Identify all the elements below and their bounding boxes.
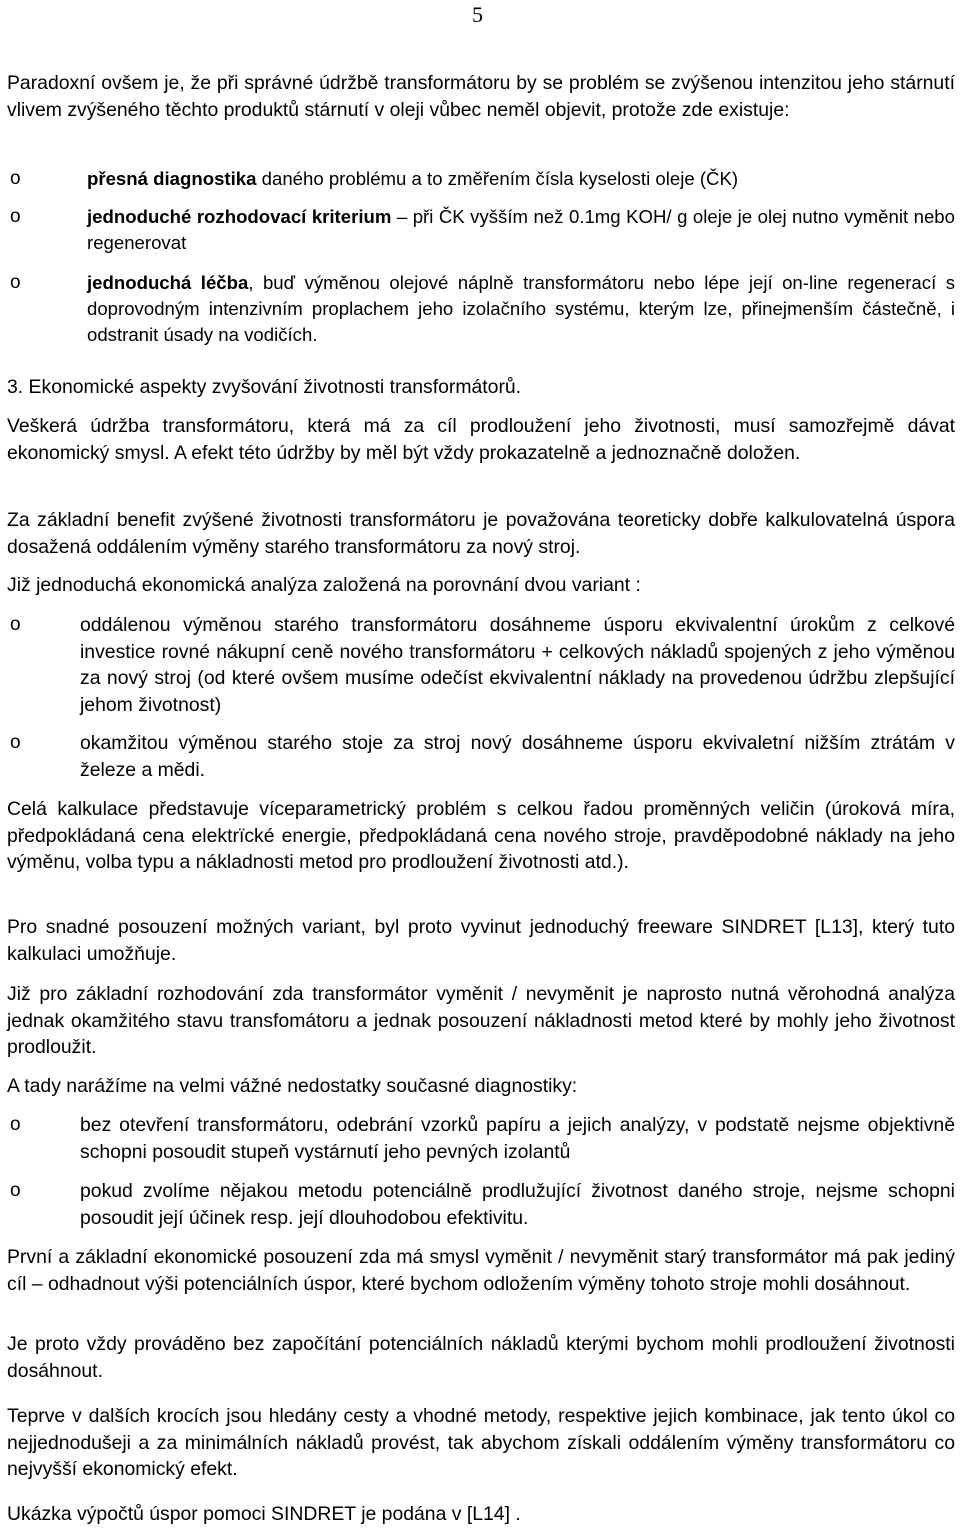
paragraph: Celá kalkulace představuje víceparametrický problém s celkou řadou proměnných veličin (úroková míra, předpokládaná cena elektrïcké energie, předpokládaná cena nového stroje, pravděpodobné náklady na jeho výměnu, volba typu a nákladnosti metod pro prodloužení životnosti atd.).: [7, 798, 955, 873]
intro-paragraph: Paradoxní ovšem je, že při správné údržbě transformátoru by se problém se zvýšenou intenzitou jeho stárnutí vlivem zvýšeného těchto produktů stárnutí v oleji vůbec neměl objevit, protože zde existuje:: [7, 72, 955, 121]
list-bullet: o: [10, 1180, 21, 1201]
paragraph: Je proto vždy prováděno bez započítání potenciálních nákladů kterými bychom mohli prodloužení životnosti dosáhnout.: [7, 1333, 955, 1382]
list-item-text: , buď výměnou olejové náplně transformátoru nebo lépe její on-line regenerací s doprovodným intenzivním proplachem jeho izolačního systému, kterým lze, přinejmenším částečně, i odstranit úsady na vodičích.: [87, 272, 955, 345]
list-item-bold: jednoduchá léčba: [87, 272, 249, 293]
list-bullet: o: [10, 732, 21, 753]
list-bullet: o: [10, 206, 21, 227]
list-item: okamžitou výměnou starého stoje za stroj nový dosáhneme úsporu ekvivaletní nižším ztrátám v železe a mědi.: [80, 732, 955, 781]
paragraph: Již jednoduchá ekonomická analýza založená na porovnání dvou variant :: [7, 574, 641, 596]
page-number: 5: [472, 2, 483, 27]
list-item-bold: přesná diagnostika: [87, 168, 257, 189]
paragraph: A tady narážíme na velmi vážné nedostatky současné diagnostiky:: [7, 1075, 578, 1097]
list-item-text: – při ČK vyšším než 0.1mg KOH/ g oleje je olej nutno vyměnit nebo regenerovat: [87, 206, 955, 253]
list-item: bez otevření transformátoru, odebrání vzorků papíru a jejich analýzy, v podstatě nejsme objektivně schopni posoudit stupeň vystárnutí jeho pevných izolantů: [80, 1114, 955, 1163]
list-item: [87, 166, 955, 192]
paragraph: Veškerá údržba transformátoru, která má za cíl prodloužení jeho životnosti, musí samozřejmě dávat ekonomický smysl. A efekt této údržby by měl být vždy prokazatelně a jednoznačně doložen.: [7, 415, 955, 464]
list-item-bold: jednoduché rozhodovací kriterium: [87, 206, 392, 227]
paragraph: Teprve v dalších krocích jsou hledány cesty a vhodné metody, respektive jejich kombinace, jak tento úkol co nejjednodušeji a za minimálních nákladů provést, tak abychom získali oddálením výměny transformátoru co nejvyšší ekonomický efekt.: [7, 1405, 955, 1480]
paragraph: Již pro základní rozhodování zda transformátor vyměnit / nevyměnit je naprosto nutná věrohodná analýza jednak okamžitého stavu transfomátoru a jednak posouzení nákladnosti metod které by mohly jeho životnost prodloužit.: [7, 983, 955, 1058]
list-bullet: o: [10, 1114, 21, 1135]
list-item: pokud zvolíme nějakou metodu potenciálně prodlužující životnost daného stroje, nejsme schopni posoudit její účinek resp. její dlouhodobou efektivitu.: [80, 1180, 955, 1229]
paragraph: První a základní ekonomické posouzení zda má smysl vyměnit / nevyměnit starý transformátor má pak jediný cíl – odhadnout výši potenciálních úspor, které bychom odložením výměny tohoto stroje mohli dosáhnout.: [7, 1246, 955, 1295]
list-bullet: o: [10, 614, 21, 635]
paragraph: Za základní benefit zvýšené životnosti transformátoru je považována teoreticky dobře kalkulovatelná úspora dosažená oddálením výměny starého transformátoru za nový stroj.: [7, 509, 955, 558]
paragraph: Pro snadné posouzení možných variant, byl proto vyvinut jednoduchý freeware SINDRET [L13], který tuto kalkulaci umožňuje.: [7, 916, 955, 965]
list-bullet: o: [10, 168, 21, 189]
paragraph: Ukázka výpočtů úspor pomoci SINDRET je podána v [L14] .: [7, 1503, 521, 1525]
section-heading: 3. Ekonomické aspekty zvyšování životnosti transformátorů.: [7, 376, 522, 398]
list-item: oddálenou výměnou starého transformátoru dosáhneme úsporu ekvivalentní úrokům z celkové investice rovné nákupní ceně nového transformátoru + celkových nákladů spojených z jeho výměnou za nový stroj (od které ovšem musíme odečíst ekvivalentní náklady na provedenou údržbu zlepšující jehom životnost): [80, 614, 955, 716]
list-bullet: o: [10, 272, 21, 293]
list-item: [87, 204, 955, 256]
list-item-text: daného problému a to změřením čísla kyselosti oleje (ČK): [256, 168, 739, 189]
list-item: [87, 270, 955, 348]
